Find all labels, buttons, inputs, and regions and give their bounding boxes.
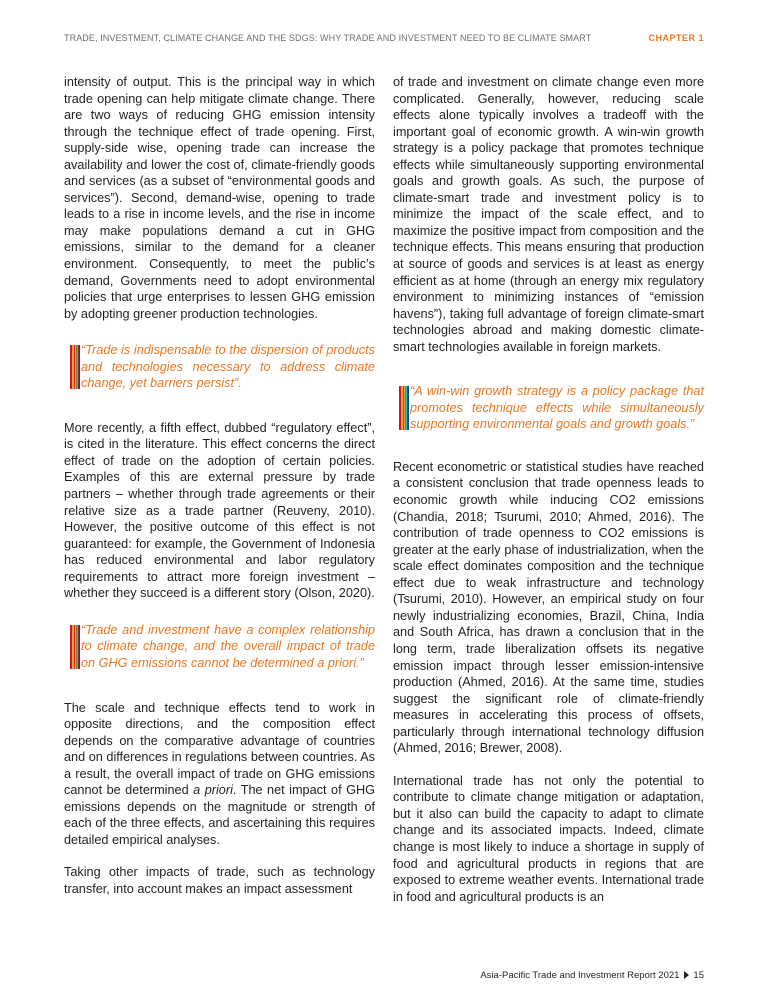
quote-color-bar	[74, 625, 80, 669]
left-column	[64, 74, 375, 898]
paragraph: intensity of output. This is the principal way in which trade opening can help mitigate climate change. There are two ways of reducing GHG emission intensity through the technique effect of trade opening. First, supply-side wise, opening trade can increase the availability and lower the cost of, climate-friendly goods and services (as a subset of “environmental goods and services”). Second, demand-wise, opening to trade leads to a rise in income levels, and the rise in income may make populations demand a cut in GHG emissions, similar to the demand for a cleaner environment. Consequently, to meet the public’s demand, Governments need to adopt environmental policies that urge enterprises to lessen GHG emission by adopting greener production technologies.	[64, 75, 375, 321]
chapter-label: CHAPTER 1	[648, 33, 704, 43]
right-column	[393, 74, 704, 905]
paragraph: Taking other impacts of trade, such as technology transfer, into account makes an impact assessment	[64, 865, 375, 896]
paragraph-text: The scale and technique effects tend to work in opposite directions, and the composition effect depends on the comparative advantage of countries and on differences in regulations between countries. As a result, the overall impact of trade on GHG emissions cannot be determined	[64, 700, 375, 798]
italic-term: a priori	[193, 783, 233, 798]
pull-quote-text: “Trade and investment have a complex relationship to climate change, and the overall impact of trade on GHG emissions cannot be determined a priori.”	[81, 622, 375, 670]
page-footer	[480, 970, 704, 981]
pull-quote	[393, 383, 704, 433]
paragraph: International trade has not only the potential to contribute to climate change mitigation or adaptation, but it also can build the capacity to adapt to climate change and its associated impacts. Indeed, climate change is most likely to induce a shortage in supply of food and agricultural products in regions that are exposed to extreme weather events. International trade in food and agricultural products is an	[393, 773, 704, 904]
triangle-icon	[684, 971, 689, 979]
paragraph: Recent econometric or statistical studies have reached a consistent conclusion that trade openness leads to economic growth while inducing CO2 emissions (Chandia, 2018; Tsurumi, 2010; Ahmed, 2016). The contribution of trade openness to CO2 emissions is greater at the early phase of industrialization, when the scale effect dominates composition and the technique effect due to weak infrastructure and technology (Tsurumi, 2010). However, an empirical study on four newly industrializing economies, Brazil, China, India and South Africa, has drawn a conclusion that in the long term, trade liberalization offsets its negative emission impact through lesser emission-intensive production (Ahmed, 2016). At the same time, studies suggest the significant role of climate-friendly measures in accelerating this process of offsets, particularly through international technology diffusion (Ahmed, 2016; Brewer, 2008).	[393, 459, 704, 756]
pull-quote-text: “A win-win growth strategy is a policy package that promotes technique effects while simultaneously supporting environmental goals and growth goals.”	[410, 384, 704, 432]
pull-quote	[64, 342, 375, 392]
running-title: TRADE, INVESTMENT, CLIMATE CHANGE AND THE SDGS: WHY TRADE AND INVESTMENT NEED TO BE CLIMATE SMART	[64, 33, 592, 43]
running-header	[64, 33, 704, 47]
paragraph	[64, 700, 375, 849]
paragraph-text: . The net impact of GHG emissions depends on the magnitude or strength of each of the three effects, and ascertaining this requires detailed empirical analyses.	[64, 783, 375, 847]
page-number: 15	[693, 970, 704, 981]
pull-quote-text: “Trade is indispensable to the dispersion of products and technologies necessary to address climate change, yet barriers persist”.	[81, 343, 375, 391]
paragraph: of trade and investment on climate change even more complicated. Generally, however, reducing scale effects alone typically involves a tradeoff with the important goal of economic growth. A win-win growth strategy is a policy package that promotes technique effects while simultaneously supporting environmental goals and growth goals. As such, the purpose of climate-smart trade and investment policy is to minimize the impact of the scale effect, and to maximize the positive impact from composition and the technique effects. This means ensuring that production at source of goods and services is at least as energy efficient as at home (through an energy mix regulatory environment to minimizing instances of “emission havens”), taking full advantage of foreign climate-smart technologies abroad and making domestic climate-smart technologies available in foreign markets.	[393, 75, 704, 354]
paragraph: More recently, a fifth effect, dubbed “regulatory effect”, is cited in the literature. This effect concerns the direct effect of trade on the adoption of certain policies. Examples of this are external pressure by trade partners – whether through trade agreements or their relative size as a trade partner (Reuveny, 2010). However, the positive outcome of this effect is not guaranteed: for example, the Government of Indonesia has reduced environmental and labor regulatory requirements to attract more foreign investment – whether they succeed is a different story (Olson, 2020).	[64, 420, 375, 601]
report-title: Asia-Pacific Trade and Investment Report 2021	[480, 970, 680, 981]
pull-quote	[64, 622, 375, 672]
quote-color-bar	[74, 345, 80, 389]
quote-color-bar	[403, 386, 409, 430]
